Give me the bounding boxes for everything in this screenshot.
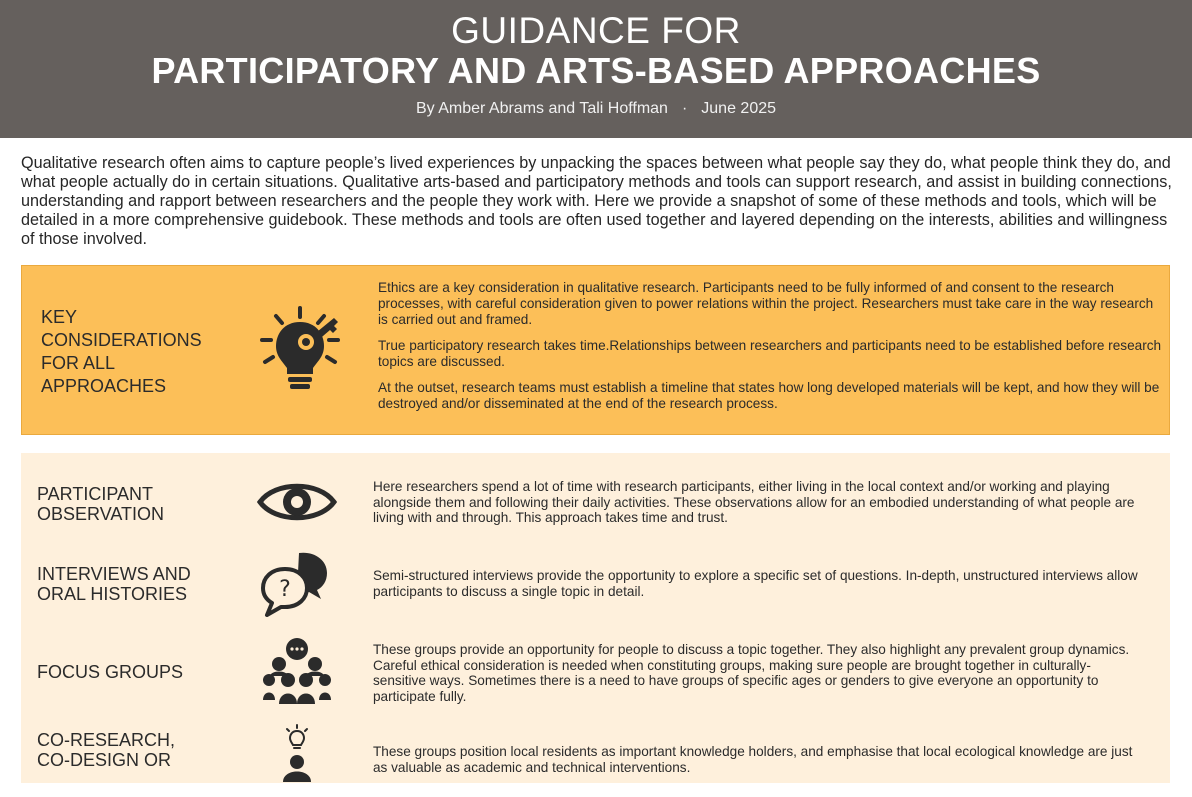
considerations-paragraph: At the outset, research teams must establish a timeline that states how long developed materials will be kept, and how they will be destroyed and/or disseminated at the end of the research process. [378,380,1160,411]
method-description: These groups provide an opportunity for people to discuss a topic together. They also highlight any prevalent group dynamics. Careful ethical consideration is needed when constituting groups, making sure people are brought together in culturally-sensitive ways. Sometimes there is a need to have groups of specific ages or genders to give everyone an opportunity to participate fully. [373,642,1130,704]
person-lightbulb-icon [257,722,337,792]
lightbulb-key-icon [254,304,346,396]
method-description: Semi-structured interviews provide the opportunity to explore a specific set of questions. In-depth, unstructured interviews allow participants to discuss a single topic in detail. [373,568,1138,599]
heading-line: CO-DESIGN OR [37,750,172,770]
publication-date: June 2025 [701,100,777,117]
byline [0,100,1192,118]
authors: By Amber Abrams and Tali Hoffman [415,100,668,117]
heading-line: ORAL HISTORIES [37,584,188,604]
method-heading [37,730,247,770]
key-considerations-panel [21,265,1170,435]
method-heading [37,662,247,682]
heading-line: OBSERVATION [37,504,165,524]
method-heading [37,564,247,604]
key-considerations-text [378,280,1164,422]
heading-line: INTERVIEWS AND [37,564,191,584]
heading-line: FOCUS GROUPS [37,662,184,682]
method-description: Here researchers spend a lot of time with research participants, either living in the local context and/or working and playing alongside them and following their daily activities. These observations allow for an embodied understanding of what people are living with and through. This approach takes time and trust. [373,479,1135,525]
heading-line: FOR ALL [41,353,116,373]
speech-bubbles-question-icon [257,549,337,619]
methods-panel [21,453,1170,783]
key-considerations-heading [41,306,241,398]
byline-separator: · [681,100,688,117]
considerations-paragraph: Ethics are a key consideration in qualitative research. Participants need to be fully informed of and consent to the research processes, with careful consideration given to power relations within the project. Researchers must take care in the way research is carried out and framed. [378,280,1154,327]
considerations-paragraph: True participatory research takes time.Relationships between researchers and participants need to be established before research topics are discussed. [378,338,1162,369]
page-header [0,0,1192,138]
eye-icon [257,467,337,537]
heading-line: PARTICIPANT [37,484,154,504]
header-kicker: GUIDANCE FOR [451,10,741,51]
group-people-icon [257,636,337,706]
intro-paragraph: Qualitative research often aims to capture people’s lived experiences by unpacking the spaces between what people say they do, what people think they do, and what people actually do in certain situations. Qualitative arts-based and participatory methods and tools can support research, and assist in building connections, understanding and rapport between researchers and the people they work with. Here we provide a snapshot of some of these methods and tools, which will be detailed in a more comprehensive guidebook. These methods and tools are often used together and layered depending on the interests, abilities and willingness of those involved. [21,154,1172,248]
heading-line: CO-RESEARCH, [37,730,176,750]
heading-line: APPROACHES [41,376,167,396]
method-description: These groups position local residents as important knowledge holders, and emphasise that local ecological knowledge are just as valuable as academic and technical interventions. [373,744,1133,775]
method-heading [37,484,247,524]
svg-text:?: ? [279,577,291,602]
heading-line: KEY [41,307,78,327]
heading-line: CONSIDERATIONS [41,330,202,350]
page-title: PARTICIPATORY AND ARTS-BASED APPROACHES [151,50,1041,91]
